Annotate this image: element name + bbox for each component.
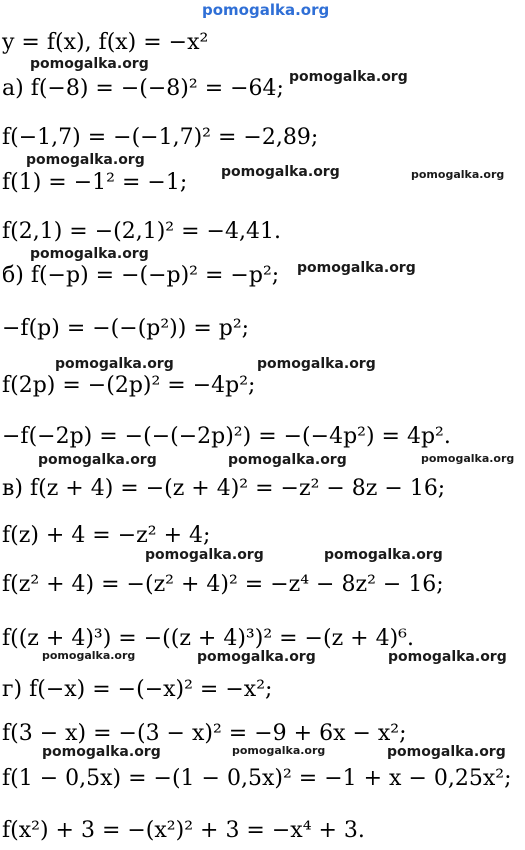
watermark: pomogalka.org [324,547,443,563]
equation-line: f(1) = −1² = −1; [2,170,188,195]
watermark: pomogalka.org [38,452,157,468]
watermark: pomogalka.org [411,168,505,181]
watermark: pomogalka.org [42,649,136,662]
equation-line: f(x²) + 3 = −(x²)² + 3 = −x⁴ + 3. [2,818,365,843]
watermark: pomogalka.org [297,260,416,276]
equation-line: f((z + 4)³) = −((z + 4)³)² = −(z + 4)⁶. [2,626,414,651]
equation-line: f(3 − x) = −(3 − x)² = −9 + 6x − x²; [2,721,407,746]
watermark: pomogalka.org [387,744,506,760]
watermark: pomogalka.org [30,246,149,262]
watermark: pomogalka.org [197,649,316,665]
site-header[interactable]: pomogalka.org [202,1,330,19]
watermark: pomogalka.org [42,744,161,760]
equation-line: в) f(z + 4) = −(z + 4)² = −z² − 8z − 16; [2,476,446,501]
watermark: pomogalka.org [388,649,507,665]
watermark: pomogalka.org [421,452,515,465]
watermark: pomogalka.org [55,356,174,372]
watermark: pomogalka.org [26,152,145,168]
equation-line: f(1 − 0,5x) = −(1 − 0,5x)² = −1 + x − 0,25x²; [2,766,512,791]
watermark: pomogalka.org [145,547,264,563]
watermark: pomogalka.org [257,356,376,372]
equation-line: б) f(−p) = −(−p)² = −p²; [2,263,280,288]
equation-line: f(2p) = −(2p)² = −4p²; [2,373,256,398]
watermark: pomogalka.org [289,69,408,85]
watermark: pomogalka.org [30,56,149,72]
equation-line: y = f(x), f(x) = −x² [2,30,209,55]
watermark: pomogalka.org [221,164,340,180]
equation-line: f(2,1) = −(2,1)² = −4,41. [2,219,281,244]
equation-line: а) f(−8) = −(−8)² = −64; [2,76,284,101]
equation-line: f(z² + 4) = −(z² + 4)² = −z⁴ − 8z² − 16; [2,572,444,597]
equation-line: г) f(−x) = −(−x)² = −x²; [2,677,273,702]
watermark: pomogalka.org [232,744,326,757]
watermark: pomogalka.org [228,452,347,468]
equation-line: −f(−2p) = −(−(−2p)²) = −(−4p²) = 4p². [2,424,451,449]
equation-line: f(−1,7) = −(−1,7)² = −2,89; [2,125,319,150]
equation-line: −f(p) = −(−(p²)) = p²; [2,316,250,341]
equation-line: f(z) + 4 = −z² + 4; [2,523,211,548]
